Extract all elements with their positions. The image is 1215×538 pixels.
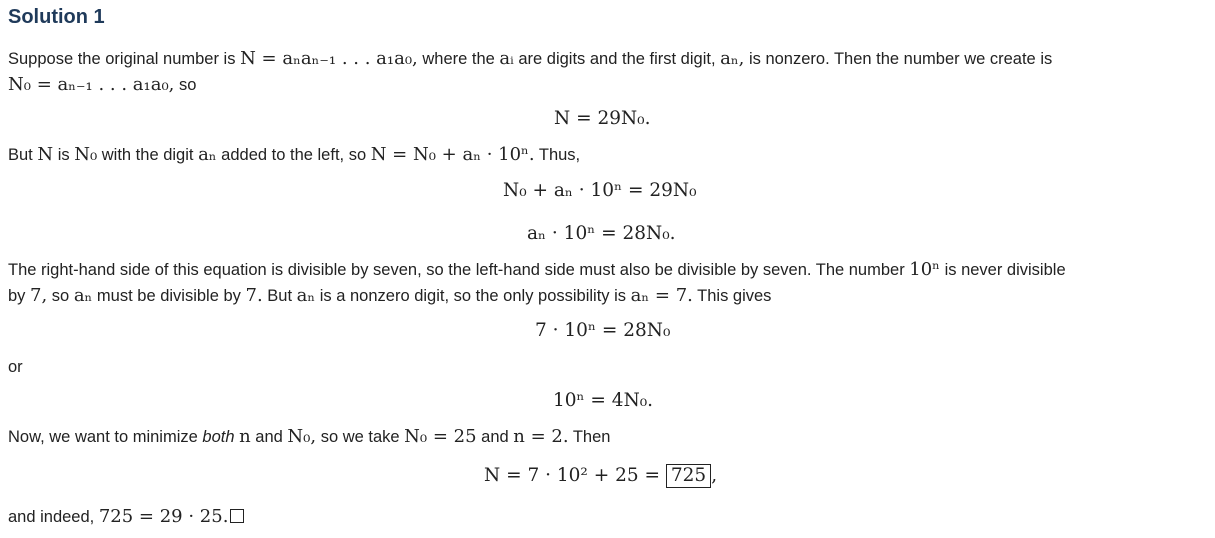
equation-6: [484, 464, 717, 488]
p1-math-digit-ai: aᵢ: [499, 48, 514, 69]
p2-math-n: N: [37, 144, 54, 165]
p2-text-1: But: [8, 146, 38, 164]
paragraph-1-line-2: [8, 74, 196, 96]
p3-math-seven-2: 7.: [245, 285, 263, 306]
p2-text-3: with the digit: [97, 146, 199, 164]
p3-math-an-equals-7: aₙ = 7.: [630, 285, 693, 306]
p3-text-8: This gives: [692, 287, 772, 305]
qed-box-icon: [230, 509, 244, 523]
p1-text-4: is nonzero. Then the number we create is: [744, 50, 1053, 68]
p3-text-5: must be divisible by: [92, 287, 246, 305]
p3-math-an-1: aₙ: [73, 285, 93, 306]
p3-text-4: so: [47, 287, 74, 305]
p4-text-6: Then: [568, 428, 611, 446]
eq6-lhs: N = 7 · 10² + 25 =: [484, 465, 666, 486]
paragraph-5: [8, 506, 244, 528]
p1-math-new-number: N₀ = aₙ₋₁ . . . a₁a₀,: [8, 74, 175, 95]
equation-3: aₙ · 10ⁿ = 28N₀.: [527, 223, 676, 244]
p4-math-n0: N₀,: [287, 426, 317, 447]
p1-text-3: are digits and the first digit,: [513, 50, 721, 68]
p2-text-5: Thus,: [534, 146, 581, 164]
p4-math-n-value: n = 2.: [513, 426, 569, 447]
p4-text-5: and: [476, 428, 514, 446]
p2-math-relation: N = N₀ + aₙ · 10ⁿ.: [370, 144, 535, 165]
equation-5: 10ⁿ = 4N₀.: [553, 390, 654, 411]
equation-4: 7 · 10ⁿ = 28N₀: [535, 320, 671, 341]
p4-math-n: n: [239, 426, 251, 447]
p3-text-1: The right-hand side of this equation is divisible by seven, so the left-hand side must also be divisible by seven. The number: [8, 261, 910, 279]
p5-math-check: 725 = 29 · 25.: [98, 506, 229, 527]
equation-1: N = 29N₀.: [554, 108, 651, 129]
p4-text-1: Now, we want to minimize: [8, 428, 203, 446]
p1-text-1: Suppose the original number is: [8, 50, 241, 68]
p5-text-1: and indeed,: [8, 508, 99, 526]
paragraph-3-line-1: [8, 259, 1066, 281]
p3-math-seven: 7,: [30, 285, 48, 306]
p1-math-number-definition: N = aₙaₙ₋₁ . . . a₁a₀,: [240, 48, 418, 69]
paragraph-3-line-2: [8, 285, 771, 307]
p2-text-2: is: [53, 146, 75, 164]
p4-math-n0-value: N₀ = 25: [404, 426, 477, 447]
p3-text-6: But: [262, 287, 297, 305]
p1-text-2: where the: [417, 50, 500, 68]
p2-math-an: aₙ: [198, 144, 217, 165]
p3-text-3: by: [8, 287, 31, 305]
p4-text-3: and: [250, 428, 288, 446]
paragraph-1-line-1: [8, 48, 1052, 70]
p4-text-4: so we take: [316, 428, 405, 446]
equation-2: N₀ + aₙ · 10ⁿ = 29N₀: [503, 180, 697, 201]
paragraph-2: [8, 144, 580, 166]
boxed-answer: 725: [666, 464, 711, 488]
solution-heading: Solution 1: [8, 6, 105, 28]
p4-emphasis-both: both: [202, 428, 235, 446]
p3-math-an-2: aₙ: [296, 285, 316, 306]
p2-math-n0: N₀: [74, 144, 98, 165]
p2-text-4: added to the left, so: [216, 146, 371, 164]
p1-math-first-digit: aₙ,: [720, 48, 745, 69]
p3-math-power: 10ⁿ: [909, 259, 940, 280]
eq6-tail: ,: [711, 465, 718, 486]
or-text: or: [8, 358, 23, 376]
p3-text-7: is a nonzero digit, so the only possibility is: [315, 287, 631, 305]
p3-text-2: is never divisible: [939, 261, 1066, 279]
paragraph-4: [8, 426, 610, 448]
p1-text-5: so: [174, 76, 197, 94]
